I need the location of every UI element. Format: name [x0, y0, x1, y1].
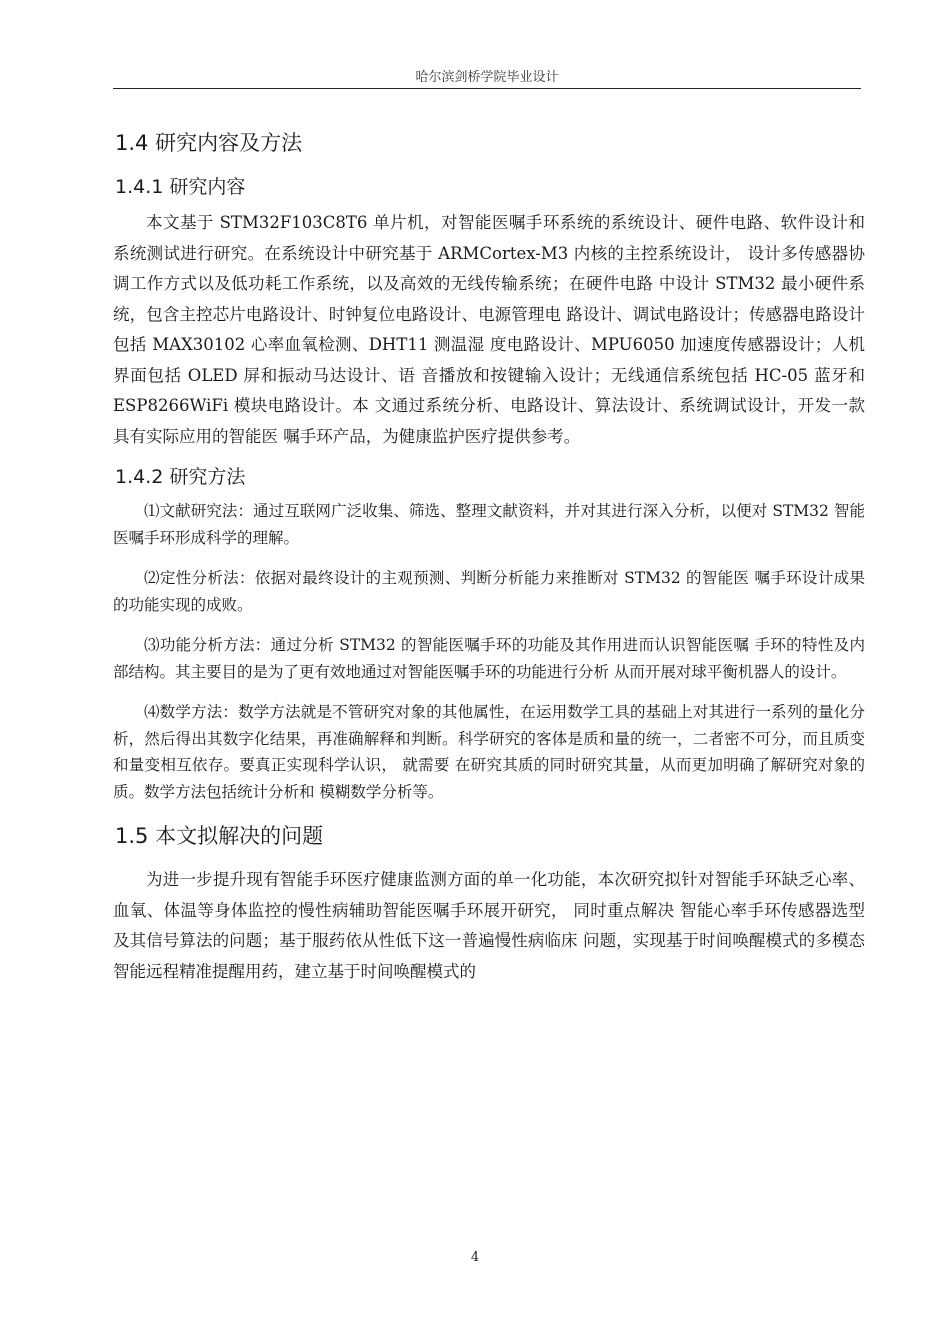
- subsection-heading-1-4-1: 1.4.1 研究内容: [115, 176, 246, 198]
- page-body: [113, 122, 865, 987]
- page-header: 哈尔滨剑桥学院毕业设计: [415, 70, 559, 85]
- method-item-functional: ⑶功能分析方法：通过分析 STM32 的智能医嘱手环的功能及其作用进而认识智能医嘱 手环的特性及内部结构。其主要目的是为了更有效地通过对智能医嘱手环的功能进行分析 从而开展对球平衡机器人的设计。: [113, 636, 865, 681]
- problems-paragraph: 为进一步提升现有智能手环医疗健康监测方面的单一化功能，本次研究拟针对智能手环缺乏心率、血氧、体温等身体监控的慢性病辅助智能医嘱手环展开研究， 同时重点解决 智能心率手环传感器选型及其信号算法的问题；基于服药依从性低下这一普遍慢性病临床 问题，实现基于时间唤醒模式的多模态智能远程精准提醒用药，建立基于时间唤醒模式的: [113, 870, 865, 981]
- method-item-mathematical: ⑷数学方法：数学方法就是不管研究对象的其他属性，在运用数学工具的基础上对其进行一系列的量化分析，然后得出其数字化结果，再准确解释和判断。科学研究的客体是质和量的统一，二者密不可分，而且质变和量变相互依存。要真正实现科学认识， 就需要 在研究其质的同时研究其量，从而更加明确了解研究对象的质。数学方法包括统计分析和 模糊数学分析等。: [113, 703, 865, 801]
- method-item-literature: ⑴文献研究法：通过互联网广泛收集、筛选、整理文献资料，并对其进行深入分析，以便对 STM32 智能医嘱手环形成科学的理解。: [113, 502, 865, 547]
- section-heading-1-4: 1.4 研究内容及方法: [115, 131, 303, 155]
- method-item-qualitative: ⑵定性分析法：依据对最终设计的主观预测、判断分析能力来推断对 STM32 的智能医 嘱手环设计成果的功能实现的成败。: [113, 569, 865, 614]
- research-content-paragraph: 本文基于 STM32F103C8T6 单片机，对智能医嘱手环系统的系统设计、硬件电路、软件设计和系统测试进行研究。在系统设计中研究基于 ARMCortex-M3 内核的主控系统设计， 设计多传感器协调工作方式以及低功耗工作系统，以及高效的无线传输系统；在硬件电路 中设计 STM32 最小硬件系统，包含主控芯片电路设计、时钟复位电路设计、电源管理电 路设计、调试电路设计；传感器电路设计包括 MAX30102 心率血氧检测、DHT11 测温湿 度电路设计、MPU6050 加速度传感器设计；人机界面包括 OLED 屏和振动马达设计、语 音播放和按键输入设计；无线通信系统包括 HC-05 蓝牙和 ESP8266WiFi 模块电路设计。本 文通过系统分析、电路设计、算法设计、系统调试设计，开发一款具有实际应用的智能医 嘱手环产品，为健康监护医疗提供参考。: [113, 213, 865, 446]
- section-heading-1-5: 1.5 本文拟解决的问题: [115, 824, 324, 848]
- header-divider: [113, 88, 861, 89]
- subsection-heading-1-4-2: 1.4.2 研究方法: [115, 466, 246, 488]
- page-number: 4: [470, 1250, 480, 1265]
